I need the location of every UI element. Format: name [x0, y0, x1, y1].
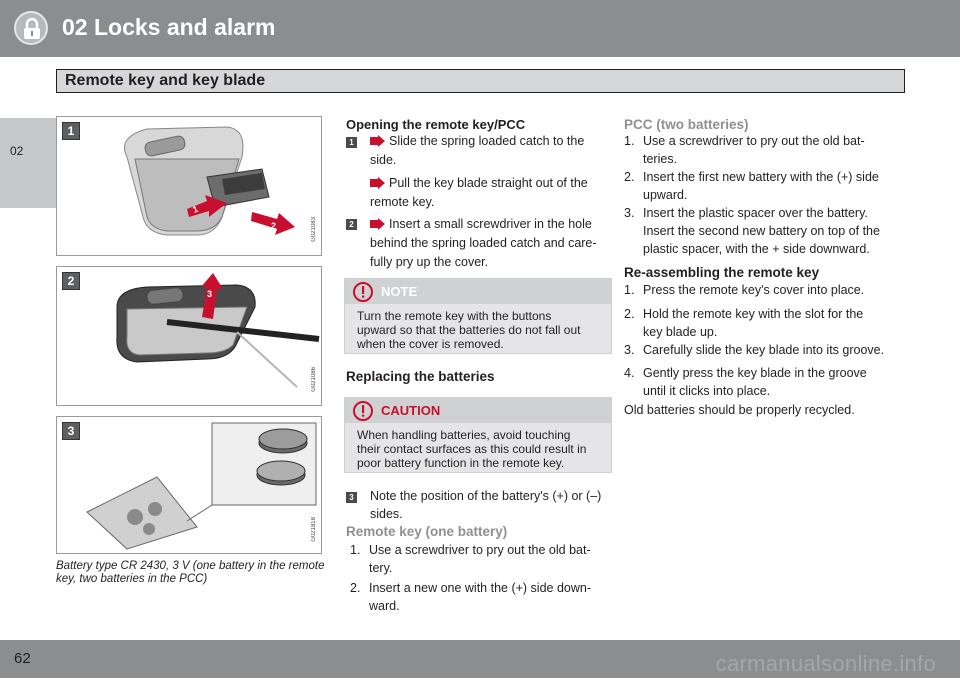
- heading-pcc-two-batteries: PCC (two batteries): [624, 117, 749, 132]
- note-body: Turn the remote key with the buttons upward so that the batteries do not fall out when the cover is removed.: [357, 309, 581, 351]
- info-icon: [353, 282, 373, 302]
- chapter-title: 02 Locks and alarm: [62, 14, 276, 40]
- caution-title: CAUTION: [381, 403, 441, 418]
- figure-1: [56, 116, 322, 256]
- warning-icon: [353, 401, 373, 421]
- figure-code: G021083: [311, 217, 317, 242]
- svg-text:3: 3: [207, 289, 213, 299]
- step-3-text: Insert a small screwdriver in the hole: [370, 215, 615, 234]
- step-2-text: Pull the key blade straight out of the: [370, 174, 615, 193]
- step-2-text-cont: remote key.: [370, 195, 435, 209]
- list-item: 2. Hold the remote key with the slot for the key blade up.: [624, 307, 864, 339]
- figure-number: 1: [62, 122, 80, 140]
- polarity-text-cont: sides.: [370, 507, 403, 521]
- step-1-text-cont: side.: [370, 153, 397, 167]
- list-item: 1. Press the remote key's cover into place.: [624, 283, 865, 297]
- list-item: 1. Use a screwdriver to pry out the old bat- teries.: [624, 134, 865, 166]
- step-marker-icon: [370, 218, 385, 230]
- figure-ref-box: 1: [346, 137, 357, 148]
- heading-reassembling: Re-assembling the remote key: [624, 265, 820, 280]
- list-item: 4. Gently press the key blade in the groove until it clicks into place.: [624, 366, 867, 398]
- note-box: [344, 278, 612, 354]
- figure-caption: Battery type CR 2430, 3 V (one battery in the remote key, two batteries in the PCC): [56, 560, 325, 585]
- key-pry-illustration: [57, 267, 322, 406]
- step-marker-icon: [370, 135, 385, 147]
- polarity-text: Note the position of the battery's (+) or (–): [370, 489, 602, 503]
- list-item: 2. Insert the first new battery with the (+) side upward.: [624, 170, 879, 202]
- figure-code: G021818: [311, 517, 317, 542]
- figure-ref-box: 3: [346, 492, 357, 503]
- svg-text:1: 1: [191, 203, 200, 215]
- lock-icon: [14, 11, 48, 45]
- chapter-tab: [0, 118, 56, 208]
- step-marker-icon: [370, 177, 385, 189]
- figure-ref-box: 2: [346, 219, 357, 230]
- figure-3: [56, 416, 322, 554]
- figure-number: 3: [62, 422, 80, 440]
- caution-body: When handling batteries, avoid touching their contact surfaces as this could result in poor battery function in the remote key.: [357, 428, 587, 470]
- section-title: Remote key and key blade: [65, 72, 266, 89]
- key-open-illustration: [57, 117, 322, 256]
- heading-opening: Opening the remote key/PCC: [346, 117, 526, 132]
- figure-2: [56, 266, 322, 406]
- page-number: 62: [14, 650, 31, 667]
- heading-replacing: Replacing the batteries: [346, 369, 495, 384]
- list-item: 3. Insert the plastic spacer over the battery. Insert the second new battery on top of the plastic spacer, with the + side downward.: [624, 206, 880, 256]
- recycle-note: Old batteries should be properly recycled.: [624, 403, 855, 417]
- watermark: carmanualsonline.info: [715, 651, 936, 676]
- step-1-text: Slide the spring loaded catch to the: [370, 132, 615, 151]
- heading-remote-one-battery: Remote key (one battery): [346, 524, 508, 539]
- list-item: 1. Use a screwdriver to pry out the old bat- tery.: [350, 543, 591, 575]
- chapter-tab-label: 02: [10, 144, 24, 158]
- figure-number: 2: [62, 272, 80, 290]
- list-item: 3. Carefully slide the key blade into its groove.: [624, 343, 885, 357]
- step-3-text-cont: behind the spring loaded catch and care-: [370, 236, 597, 250]
- battery-illustration: [57, 417, 322, 554]
- svg-text:2: 2: [271, 221, 277, 231]
- note-title: NOTE: [381, 284, 418, 299]
- step-3-text-cont: fully pry up the cover.: [370, 255, 489, 269]
- caution-box: [344, 397, 612, 473]
- list-item: 2. Insert a new one with the (+) side down- ward.: [350, 581, 591, 613]
- figure-code: G021086: [311, 367, 317, 392]
